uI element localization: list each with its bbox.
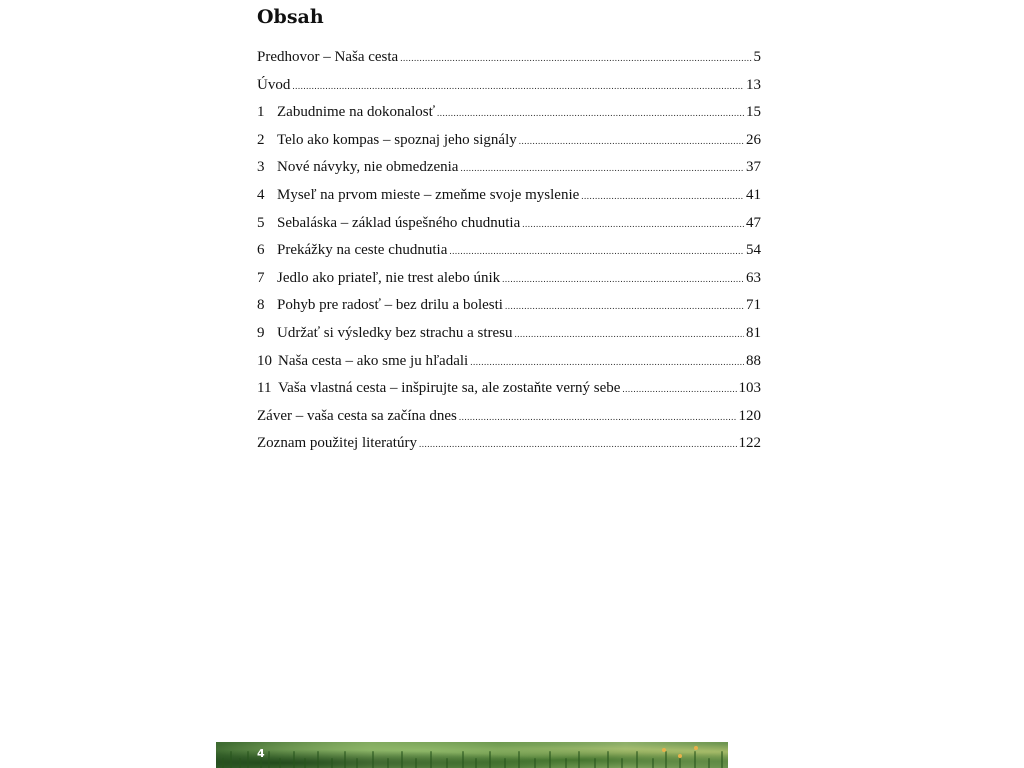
toc-dot-leader — [460, 164, 744, 173]
flower-dot — [662, 748, 666, 752]
toc-dot-leader — [449, 247, 744, 256]
toc-entry-label: Zabudnime na dokonalosť — [277, 104, 436, 121]
grass-blade — [578, 751, 580, 768]
toc-dot-leader — [519, 137, 744, 146]
toc-entry-page: 37 — [746, 159, 761, 176]
toc-entry-number: 8 — [257, 297, 265, 314]
toc-dot-leader — [292, 82, 744, 91]
flower-dot — [678, 754, 682, 758]
grass-blade — [504, 758, 506, 768]
toc-entry[interactable] — [257, 132, 761, 160]
toc-entry-page: 41 — [746, 186, 761, 203]
toc-entry-page: 103 — [738, 380, 761, 397]
page-number: 4 — [257, 747, 265, 760]
grass-blade — [372, 751, 374, 768]
toc-dot-leader — [502, 275, 744, 284]
toc-entry-number: 6 — [257, 242, 265, 259]
grass-blade — [534, 758, 536, 768]
toc-entry-label: Zoznam použitej literatúry — [257, 435, 417, 452]
toc-entry-page: 26 — [746, 131, 761, 148]
grass-blade — [636, 751, 638, 768]
toc-entry-number: 10 — [257, 352, 272, 369]
toc-entry-label: Prekážky na ceste chudnutia — [277, 242, 448, 259]
toc-entry-label: Záver – vaša cesta sa začína dnes — [257, 407, 457, 424]
toc-entry-label: Myseľ na prvom mieste – zmeňme svoje myslenie — [277, 186, 580, 203]
grass-blade — [462, 751, 464, 768]
toc-entry-label: Sebaláska – základ úspešného chudnutia — [277, 214, 521, 231]
grass-blade — [317, 751, 319, 768]
grass-blade — [293, 751, 295, 768]
grass-blade — [694, 751, 696, 768]
grass-blade — [665, 751, 667, 768]
toc-entry-number: 1 — [257, 104, 265, 121]
toc-entry-number: 4 — [257, 186, 265, 203]
grass-blade — [222, 758, 224, 768]
grass-blade — [607, 751, 609, 768]
toc-entry-page: 63 — [746, 269, 761, 286]
toc-entry-number: 5 — [257, 214, 265, 231]
toc-entry-label: Udržať si výsledky bez strachu a stresu — [277, 324, 513, 341]
grass-blade — [549, 751, 551, 768]
toc-dot-leader — [459, 413, 737, 422]
toc-entry-page: 54 — [746, 242, 761, 259]
grass-blade — [594, 758, 596, 768]
toc-entry-number: 3 — [257, 159, 265, 176]
toc-entry[interactable] — [257, 49, 761, 77]
toc-dot-leader — [505, 302, 744, 311]
toc-entry-page: 47 — [746, 214, 761, 231]
toc-dot-leader — [419, 440, 737, 449]
toc-entry-page: 88 — [746, 352, 761, 369]
grass-blade — [415, 758, 417, 768]
toc-entry[interactable] — [257, 408, 761, 436]
toc-dot-leader — [622, 385, 736, 394]
grass-blade — [268, 751, 270, 768]
toc-title: Obsah — [257, 6, 324, 28]
grass-blade — [721, 751, 723, 768]
grass-blade — [239, 758, 241, 768]
grass-blade — [565, 758, 567, 768]
toc-entry[interactable] — [257, 215, 761, 243]
toc-entry-label: Pohyb pre radosť – bez drilu a bolesti — [277, 297, 503, 314]
grass-blade — [475, 758, 477, 768]
toc-entry-label: Nové návyky, nie obmedzenia — [277, 159, 459, 176]
grass-blade — [247, 751, 249, 768]
toc-entry[interactable] — [257, 353, 761, 381]
toc-dot-leader — [437, 109, 744, 118]
toc-entry-number: 2 — [257, 131, 265, 148]
flower-dot — [694, 746, 698, 750]
toc-entry-label: Jedlo ako priateľ, nie trest alebo únik — [277, 269, 501, 286]
grass-blade — [387, 758, 389, 768]
toc-entry-label: Telo ako kompas – spoznaj jeho signály — [277, 131, 517, 148]
toc-entry-label: Naša cesta – ako sme ju hľadali — [278, 352, 469, 369]
toc-entry[interactable] — [257, 270, 761, 298]
footer-grass-image — [216, 742, 728, 768]
toc-dot-leader — [515, 330, 744, 339]
toc-entry-label: Predhovor – Naša cesta — [257, 49, 399, 65]
toc-entry[interactable] — [257, 380, 761, 408]
toc-dot-leader — [400, 54, 751, 63]
grass-blade — [489, 751, 491, 768]
grass-blade — [446, 758, 448, 768]
grass-blade — [304, 758, 306, 768]
grass-blade — [279, 758, 281, 768]
grass-blade — [356, 758, 358, 768]
grass-blade — [401, 751, 403, 768]
toc-entry-page: 71 — [746, 297, 761, 314]
toc-entry[interactable] — [257, 325, 761, 353]
toc-entry-number: 9 — [257, 324, 265, 341]
toc-dot-leader — [581, 192, 744, 201]
toc-dot-leader — [470, 358, 744, 367]
grass-blade — [430, 751, 432, 768]
grass-blade — [518, 751, 520, 768]
grass-blade — [344, 751, 346, 768]
toc-entry-page: 15 — [746, 104, 761, 121]
toc-entry[interactable] — [257, 77, 761, 105]
grass-blade — [621, 758, 623, 768]
toc-entry-page: 120 — [738, 407, 761, 424]
toc-entry[interactable] — [257, 159, 761, 187]
toc-entry[interactable] — [257, 242, 761, 270]
grass-blade — [230, 751, 232, 768]
toc-entry-page: 13 — [746, 76, 761, 93]
toc-entry-page: 122 — [738, 435, 761, 452]
toc-entry-label: Vaša vlastná cesta – inšpirujte sa, ale zostaňte verný sebe — [278, 380, 621, 397]
toc-entry[interactable] — [257, 187, 761, 215]
toc-entry-label: Úvod — [257, 76, 291, 93]
grass-blade — [679, 758, 681, 768]
toc-entry-page: 5 — [753, 49, 761, 65]
toc-entry-page: 81 — [746, 324, 761, 341]
toc-list — [257, 49, 761, 463]
document-page — [216, 0, 761, 768]
toc-entry-number: 7 — [257, 269, 265, 286]
toc-entry[interactable] — [257, 435, 761, 463]
grass-blade — [652, 758, 654, 768]
toc-entry-number: 11 — [257, 380, 272, 397]
toc-entry[interactable] — [257, 297, 761, 325]
toc-entry[interactable] — [257, 104, 761, 132]
toc-dot-leader — [522, 220, 744, 229]
grass-blade — [331, 758, 333, 768]
grass-blade — [708, 758, 710, 768]
